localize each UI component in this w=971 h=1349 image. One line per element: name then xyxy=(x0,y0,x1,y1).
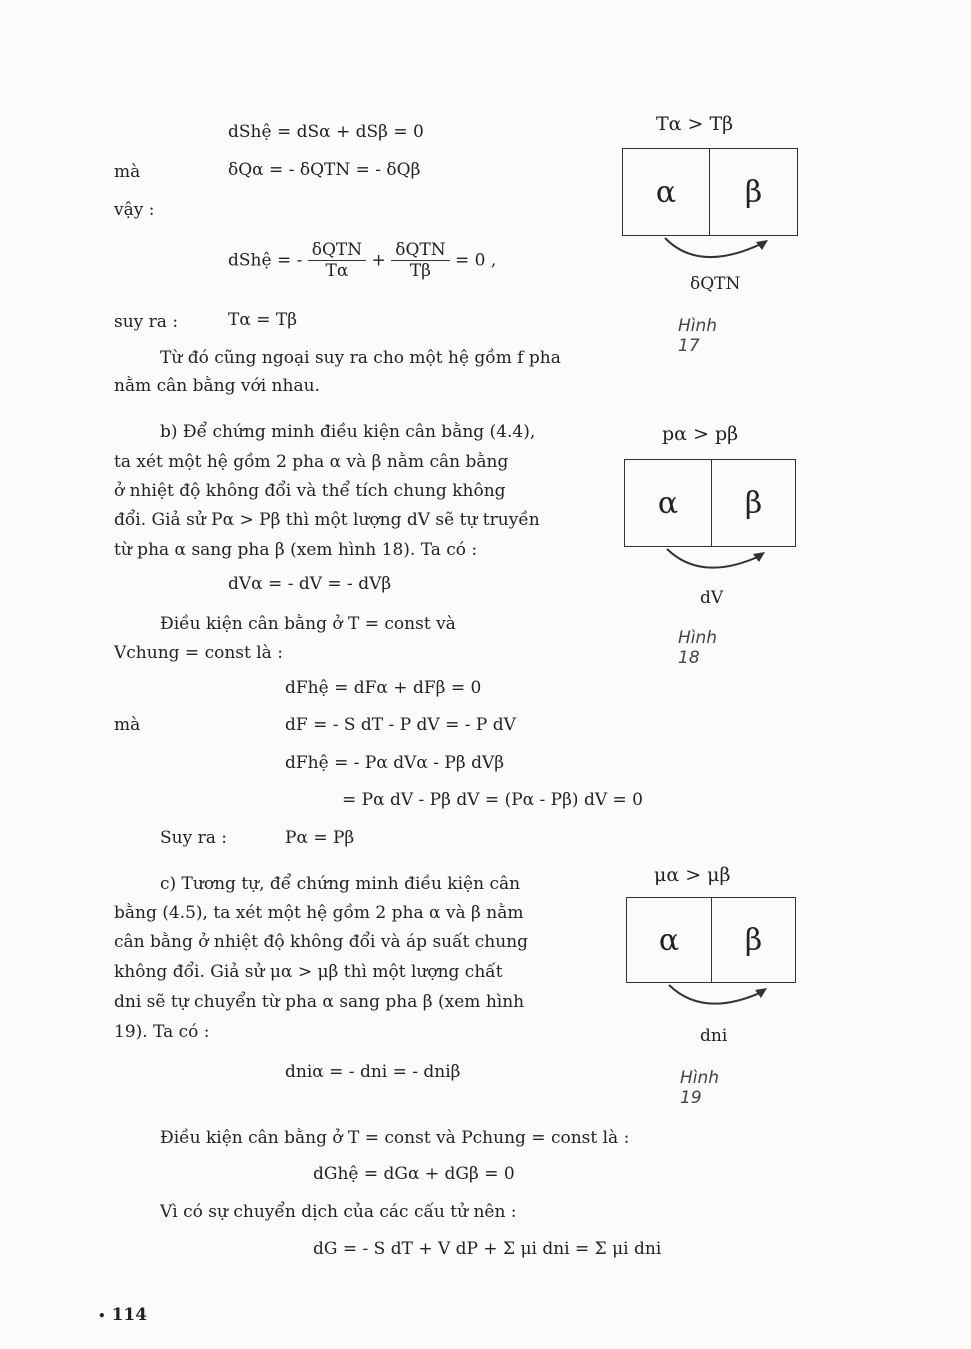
figure-caption: Hình 19 xyxy=(680,1068,720,1108)
label-ma: mà xyxy=(114,715,141,735)
flow-label: δQTN xyxy=(690,274,741,294)
phase-beta: β xyxy=(744,174,763,210)
phase-box xyxy=(624,459,796,547)
eq-dn: dniα = - dni = - dniβ xyxy=(285,1062,461,1082)
phase-box xyxy=(626,897,796,983)
paragraph-line: đổi. Giả sử Pα > Pβ thì một lượng dV sẽ tự truyền xyxy=(114,510,540,530)
paragraph-line: ở nhiệt độ không đổi và thể tích chung không xyxy=(114,481,506,501)
label-ma: mà xyxy=(114,162,141,182)
label-vay: vậy : xyxy=(114,200,155,220)
paragraph-line: ta xét một hệ gồm 2 pha α và β nằm cân bằng xyxy=(114,452,509,472)
eq-dV: dVα = - dV = - dVβ xyxy=(228,574,392,594)
page-number: • 114 xyxy=(98,1305,148,1325)
label-suy-ra: suy ra : xyxy=(114,312,179,332)
paragraph-line: Vì có sự chuyển dịch của các cấu tử nên : xyxy=(160,1202,517,1222)
phase-alpha: α xyxy=(625,460,712,546)
paragraph-line: Từ đó cũng ngoại suy ra cho một hệ gồm f pha xyxy=(160,348,561,368)
eq-dG2: dG = - S dT + V dP + Σ μi dni = Σ μi dni xyxy=(313,1239,662,1259)
paragraph-line: Điều kiện cân bằng ở T = const và Pchung = const là : xyxy=(160,1128,630,1148)
eq-dF1: dFhệ = dFα + dFβ = 0 xyxy=(285,678,482,698)
paragraph-line: từ pha α sang pha β (xem hình 18). Ta có : xyxy=(114,540,478,560)
paragraph-line: bằng (4.5), ta xét một hệ gồm 2 pha α và β nằm xyxy=(114,903,524,923)
eq-dS-sum: dShệ = dSα + dSβ = 0 xyxy=(228,122,424,142)
eq-dQ: δQα = - δQTN = - δQβ xyxy=(228,160,421,180)
paragraph-line: không đổi. Giả sử μα > μβ thì một lượng chất xyxy=(114,962,503,982)
figure-top-label: pα > pβ xyxy=(662,423,739,445)
phase-alpha: α xyxy=(627,898,712,982)
flow-arrow xyxy=(662,547,792,587)
flow-arrow xyxy=(664,983,794,1023)
phase-alpha: α xyxy=(623,149,710,235)
paragraph-line: dni sẽ tự chuyển từ pha α sang pha β (xem hình xyxy=(114,992,525,1012)
figure-caption: Hình 17 xyxy=(678,316,718,356)
phase-box xyxy=(622,148,798,236)
eq-dS-frac: dShệ = - $\frac{\text{δQTN}}{T\alpha}$ + $\frac{\text{δQTN}}{T\beta}$ = 0 , xyxy=(228,240,497,282)
eq-dF4: = Pα dV - Pβ dV = (Pα - Pβ) dV = 0 xyxy=(342,790,643,810)
eq-dG1: dGhệ = dGα + dGβ = 0 xyxy=(313,1164,515,1184)
paragraph-line: Vchung = const là : xyxy=(114,643,283,663)
paragraph-line: 19). Ta có : xyxy=(114,1022,210,1042)
figure-top-label: μα > μβ xyxy=(654,864,731,886)
label-suy-ra: Suy ra : xyxy=(160,828,227,848)
paragraph-line: Điều kiện cân bằng ở T = const và xyxy=(160,614,456,634)
paragraph-line: b) Để chứng minh điều kiện cân bằng (4.4), xyxy=(160,422,536,442)
flow-label: dni xyxy=(700,1026,728,1046)
eq-P: Pα = Pβ xyxy=(285,828,355,848)
flow-label: dV xyxy=(700,588,724,608)
figure-caption: Hình 18 xyxy=(678,628,718,668)
paragraph-line: c) Tương tự, để chứng minh điều kiện cân xyxy=(160,874,521,894)
phase-beta: β xyxy=(744,922,763,958)
flow-arrow xyxy=(660,236,790,276)
figure-top-label: Tα > Tβ xyxy=(656,113,734,135)
eq-dF2: dF = - S dT - P dV = - P dV xyxy=(285,715,516,735)
eq-T: Tα = Tβ xyxy=(228,310,298,330)
paragraph-line: cân bằng ở nhiệt độ không đổi và áp suất chung xyxy=(114,932,529,952)
phase-beta: β xyxy=(744,485,763,521)
paragraph-line: nằm cân bằng với nhau. xyxy=(114,376,320,396)
eq-dF3: dFhệ = - Pα dVα - Pβ dVβ xyxy=(285,753,505,773)
